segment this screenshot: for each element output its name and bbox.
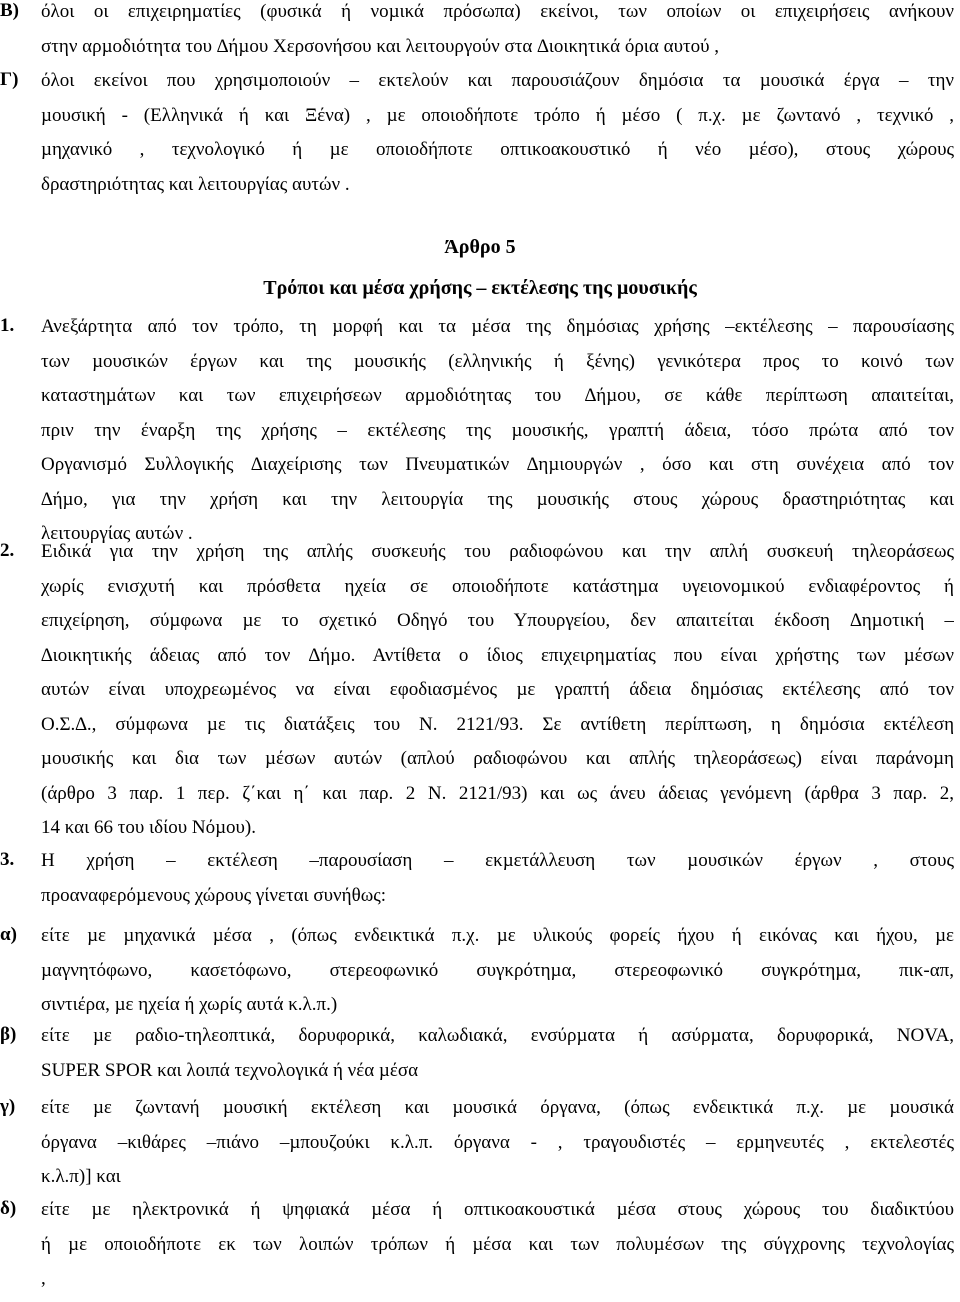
list-item-d-label: δ) xyxy=(0,1198,17,1219)
list-item-b xyxy=(0,1024,954,1093)
text-line: χωρίς ενισχυτή και πρόσθετα ηχεία σε οποιοδήποτε κατάστηµα υγειονοµικού ενδιαφέροντος ή xyxy=(41,575,954,597)
text-line: είτε µε ραδιο-τηλεοπτικά, δορυφορικά, καλωδιακά, ενσύρµατα ή ασύρµατα, δορυφορικά, NOVA, xyxy=(41,1025,954,1046)
list-item-c-label: γ) xyxy=(0,1096,16,1117)
text-line: αυτών είναι υποχρεωµένος να είναι εφοδιασµένος µε γραπτή άδεια δηµόσιας εκτέλεσης από τον xyxy=(41,679,954,700)
text-line: µουσική - (Ελληνικά ή και Ξένα) , µε οποιοδήποτε τρόπο ή µέσο ( π.χ. µε ζωντανό , τεχνικό , xyxy=(41,104,954,126)
text-line: Οργανισµό Συλλογικής ∆ιαχείρισης των Πνευµατικών ∆ηµιουργών , όσο και στη συνέχεια από τον xyxy=(41,454,954,475)
paragraph-2-label: 2. xyxy=(0,540,15,561)
text-line: µουσικής και δια των µέσων αυτών (απλού ραδιοφώνου και απλής τηλεοράσεως) είναι παράνοµη xyxy=(41,748,954,769)
text-line: καταστηµάτων και των επιχειρήσεων αρµοδιότητας του ∆ήµου, σε κάθε περίπτωση απαιτείται, xyxy=(41,385,954,406)
text-line: µαγνητόφωνο, κασετόφωνο, στερεοφωνικό συγκρότηµα, στερεοφωνικό συγκρότηµα, πικ-απ, xyxy=(41,959,954,981)
text-line: Η χρήση – εκτέλεση –παρουσίαση – εκµετάλλευση των µουσικών έργων , στους xyxy=(41,850,954,871)
text-line: ή µε οποιοδήποτε εκ των λοιπών τρόπων ή µέσα και των πολυµέσων της σύγχρονης τεχνολογίας xyxy=(41,1233,954,1255)
list-item-a-label: α) xyxy=(0,924,17,945)
section-g-label: Γ) xyxy=(0,69,19,90)
text-line: (άρθρο 3 παρ. 1 περ. ζ΄και η΄ και παρ. 2 Ν. 2121/93) και ως άνευ άδειας γενόµενη (άρθρα 3 παρ. 2, xyxy=(41,782,954,804)
text-line: , xyxy=(41,1268,46,1289)
paragraph-3 xyxy=(0,849,954,918)
text-line: των µουσικών έργων και της µουσικής (ελληνικής ή ξένης) γενικότερα προς το κοινό των xyxy=(41,350,954,372)
text-line: προαναφερόµενους χώρους γίνεται συνήθως: xyxy=(41,884,386,906)
paragraph-1 xyxy=(0,315,954,557)
text-line: µηχανικό , τεχνολογικό ή µε οποιοδήποτε οπτικοακουστικό ή νέο µέσο), στους χώρους xyxy=(41,139,954,160)
section-b-label: Β) xyxy=(0,0,19,21)
text-line: δραστηριότητας και λειτουργίας αυτών . xyxy=(41,173,350,195)
list-item-a xyxy=(0,924,954,1028)
article-title: Άρθρο 5 xyxy=(444,236,516,258)
text-line: ∆ιοικητικής άδειας από τον ∆ήµο. Αντίθετα ο ίδιος επιχειρηµατίας που είναι χρήστης των µέσων xyxy=(41,644,954,666)
text-line: Ειδικά για την χρήση της απλής συσκευής του ραδιοφώνου και την απλή συσκευή τηλεοράσεως xyxy=(41,541,954,562)
text-line: επιχείρηση, σύµφωνα µε το σχετικό Οδηγό του Υπουργείου, δεν απαιτείται έκδοση ∆ηµοτική – xyxy=(41,610,954,631)
text-line: όλοι οι επιχειρηµατίες (φυσικά ή νοµικά πρόσωπα) εκείνοι, των οποίων οι επιχειρήσεις ανήκουν xyxy=(41,1,954,22)
text-line: είτε µε ηλεκτρονικά ή ψηφιακά µέσα ή οπτικοακουστικά µέσα στους χώρους του διαδικτύου xyxy=(41,1199,954,1220)
text-line: είτε µε µηχανικά µέσα , (όπως ενδεικτικά π.χ. µε υλικούς φορείς ήχου ή εικόνας και ήχου, µε xyxy=(41,925,954,946)
text-line: στην αρµοδιότητα του ∆ήµου Χερσονήσου και λειτουργούν στα ∆ιοικητικά όρια αυτού , xyxy=(41,35,720,57)
text-line: Ανεξάρτητα από τον τρόπο, τη µορφή και τα µέσα της δηµόσιας χρήσης –εκτέλεσης – παρουσίασης xyxy=(41,316,954,337)
text-line: SUPER SPOR και λοιπά τεχνολογικά ή νέα µέσα xyxy=(41,1059,419,1081)
text-line: κ.λ.π)] και xyxy=(41,1166,121,1187)
paragraph-3-label: 3. xyxy=(0,849,15,870)
text-line: λειτουργίας αυτών . xyxy=(41,523,193,544)
text-line: πριν την έναρξη της χρήσης – εκτέλεσης της µουσικής, γραπτή άδεια, τόσο πρώτα από τον xyxy=(41,419,954,441)
list-item-d xyxy=(0,1198,954,1302)
section-g xyxy=(0,69,954,207)
list-item-c xyxy=(0,1096,954,1200)
list-item-b-label: β) xyxy=(0,1024,17,1045)
section-b xyxy=(0,0,954,69)
paragraph-2 xyxy=(0,540,954,851)
text-line: 14 και 66 του ιδίου Νόµου). xyxy=(41,817,257,838)
text-line: σιντιέρα, µε ηχεία ή χωρίς αυτά κ.λ.π.) xyxy=(41,994,338,1015)
text-line: όργανα –κιθάρες –πιάνο –µπουζούκι κ.λ.π. όργανα - , τραγουδιστές – ερµηνευτές , εκτελεστές xyxy=(41,1131,954,1153)
paragraph-1-label: 1. xyxy=(0,315,15,336)
article-subtitle: Τρόποι και µέσα χρήσης – εκτέλεσης της µουσικής xyxy=(263,277,697,299)
text-line: είτε µε ζωντανή µουσική εκτέλεση και µουσικά όργανα, (όπως ενδεικτικά π.χ. µε µουσικά xyxy=(41,1097,954,1118)
text-line: όλοι εκείνοι που χρησιµοποιούν – εκτελούν και παρουσιάζουν δηµόσια τα µουσικά έργα – την xyxy=(41,70,954,91)
text-line: Ο.Σ.∆., σύµφωνα µε τις διατάξεις του Ν. 2121/93. Σε αντίθετη περίπτωση, η δηµόσια εκτέλεση xyxy=(41,713,954,735)
text-line: ∆ήµο, για την χρήση και την λειτουργία της µουσικής στους χώρους δραστηριότητας και xyxy=(41,488,954,510)
